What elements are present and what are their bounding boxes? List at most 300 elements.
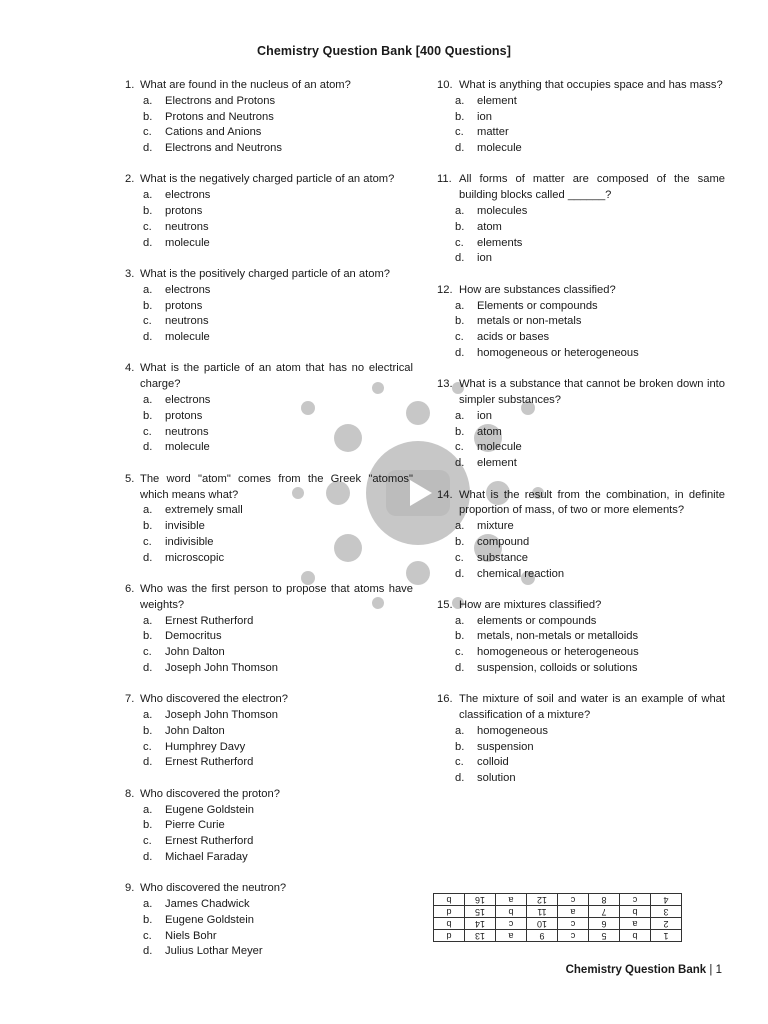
choice-text: molecules [477,205,528,218]
choice-text: Eugene Goldstein [165,913,254,926]
answer-choice [437,409,725,425]
answer-choice [437,519,725,535]
answer-key-cell: d [434,906,465,918]
choice-letter: b. [143,110,153,123]
answer-key-cell: 16 [465,894,496,906]
answer-choice [125,755,413,771]
question-line [437,488,725,520]
answer-choice [125,204,413,220]
choice-letter: a. [455,94,465,107]
question-text: Who discovered the proton? [140,787,280,800]
choice-letter: d. [455,662,465,674]
answer-choice [437,125,725,141]
choice-text: ion [477,409,492,422]
answer-key-row [434,918,682,930]
choice-text: microscopic [165,551,225,564]
choice-letter: b. [143,520,153,533]
answer-choice [125,110,413,126]
answer-key-cell: 2 [651,918,682,930]
answer-choice [437,346,725,362]
page-footer [566,964,722,976]
choice-text: Protons and Neutrons [165,110,274,123]
answer-choice [125,614,413,630]
question-number: 16. [437,693,453,706]
answer-choice [125,708,413,724]
choice-text: elements or compounds [477,614,597,627]
choice-letter: c. [455,646,464,659]
answer-choice [125,299,413,315]
question-text: What is the result from the combination, in definite proportion of mass, of two or more elements? [459,488,725,517]
question-line [437,78,725,94]
question-item [437,172,725,267]
question-text: Who discovered the electron? [140,693,289,706]
answer-choice [125,803,413,819]
choice-text: mixture [477,520,514,533]
choice-letter: d. [455,567,465,580]
answer-key-cell: b [434,894,465,906]
question-number: 4. [125,362,135,375]
choice-text: atom [477,220,502,233]
question-line [125,692,413,708]
answer-choice [125,409,413,425]
answer-key-cell: c [620,894,651,906]
choice-letter: b. [143,205,153,218]
answer-key-cell: 3 [651,906,682,918]
answer-key-cell: d [434,930,465,942]
answer-choice [437,740,725,756]
choice-text: element [477,94,517,107]
choice-letter: a. [143,189,153,202]
answer-choice [125,314,413,330]
question-number: 14. [437,488,453,501]
choice-letter: d. [455,457,465,470]
choice-text: Ernest Rutherford [165,614,254,627]
question-item [437,488,725,583]
choice-text: John Dalton [165,646,225,659]
question-text: What are found in the nucleus of an atom? [140,79,351,91]
choice-text: Ernest Rutherford [165,835,254,848]
answer-choice [125,929,413,945]
answer-key-cell: 10 [527,918,558,930]
choice-text: Democritus [165,630,222,643]
answer-key-cell: 6 [589,918,620,930]
question-number: 8. [125,787,135,800]
answer-choice [437,614,725,630]
choice-text: Joseph John Thomson [165,709,278,722]
choice-text: molecule [165,236,210,249]
answer-choice [125,519,413,535]
choice-text: electrons [165,394,211,407]
choice-letter: b. [455,535,465,548]
question-item [125,472,413,567]
choice-text: element [477,457,517,470]
choice-text: suspension [477,740,534,753]
question-item [125,692,413,771]
right-column [437,78,725,803]
choice-text: chemical reaction [477,567,565,580]
choice-letter: c. [143,740,152,753]
question-line [125,361,413,393]
choice-text: homogeneous or heterogeneous [477,346,639,359]
choice-letter: d. [143,756,153,769]
choice-text: Cations and Anions [165,126,262,139]
answer-choice [125,834,413,850]
choice-letter: c. [143,646,152,659]
choice-letter: d. [143,441,153,454]
answer-key-cell: a [620,918,651,930]
question-text: How are substances classified? [459,283,616,296]
question-line [437,377,725,409]
choice-letter: b. [143,409,153,422]
question-line [125,172,413,188]
answer-choice [125,330,413,346]
choice-letter: d. [143,331,153,344]
choice-text: ion [477,252,492,265]
question-line [125,787,413,803]
choice-letter: c. [455,236,464,249]
choice-text: John Dalton [165,724,225,737]
choice-letter: c. [455,126,464,139]
answer-key-cell: b [496,906,527,918]
question-line [437,172,725,204]
choice-text: substance [477,551,528,564]
choice-letter: a. [455,520,465,533]
answer-key-table [433,893,682,942]
question-item [437,283,725,362]
answer-key-cell: a [558,906,589,918]
answer-key-cell: b [434,918,465,930]
answer-choice [125,850,413,866]
question-item [125,361,413,456]
question-number: 11. [437,173,452,186]
answer-key-cell: a [496,894,527,906]
question-text: How are mixtures classified? [459,598,602,611]
answer-choice [437,314,725,330]
answer-key-cell: b [620,930,651,942]
answer-choice [437,110,725,126]
question-line [125,78,413,94]
answer-key-cell: 15 [465,906,496,918]
choice-letter: c. [143,126,152,139]
answer-choice [125,425,413,441]
answer-key-cell: c [496,918,527,930]
question-item [437,377,725,472]
footer-separator: | [709,964,713,976]
answer-choice [437,724,725,740]
answer-choice [125,188,413,204]
left-column [125,78,413,976]
choice-text: Humphrey Davy [165,740,246,753]
choice-text: solution [477,772,516,785]
answer-choice [437,661,725,677]
choice-letter: b. [143,819,153,832]
choice-text: compound [477,535,530,548]
question-line [125,881,413,897]
question-item [125,787,413,866]
choice-letter: c. [143,929,152,942]
question-item [437,598,725,677]
answer-choice [437,141,725,157]
choice-text: extremely small [165,504,243,517]
choice-text: protons [165,409,203,422]
question-number: 7. [125,693,135,706]
choice-text: Julius Lothar Meyer [165,945,263,958]
choice-letter: b. [455,220,465,233]
question-text: The word "atom" comes from the Greek "atomos" which means what? [140,472,413,501]
answer-choice [437,629,725,645]
answer-choice [125,283,413,299]
choice-letter: b. [143,724,153,737]
answer-choice [125,724,413,740]
answer-choice [437,755,725,771]
choice-text: Electrons and Neutrons [165,142,282,155]
choice-text: Michael Faraday [165,850,248,863]
choice-letter: b. [143,913,153,926]
question-item [437,78,725,157]
choice-letter: c. [455,551,464,564]
choice-letter: b. [455,315,465,328]
answer-choice [125,740,413,756]
answer-choice [437,299,725,315]
choice-text: Pierre Curie [165,819,225,832]
answer-choice [125,551,413,567]
choice-text: electrons [165,189,211,202]
answer-key-row [434,906,682,918]
answer-key-cell: 14 [465,918,496,930]
answer-key-cell: 9 [527,930,558,942]
answer-choice [437,425,725,441]
choice-letter: d. [455,142,465,155]
question-line [125,582,413,614]
question-text: All forms of matter are composed of the same building blocks called ______? [459,173,725,202]
answer-choice [125,141,413,157]
answer-key-row [434,894,682,906]
choice-text: molecule [477,142,522,155]
question-line [125,267,413,283]
answer-choice [125,393,413,409]
answer-choice [437,251,725,267]
choice-letter: d. [143,945,153,958]
answer-choice [437,440,725,456]
choice-text: invisible [165,520,205,533]
answer-choice [125,236,413,252]
choice-letter: d. [143,551,153,564]
choice-letter: d. [143,850,153,863]
choice-letter: c. [455,331,464,344]
choice-letter: b. [455,740,465,753]
choice-letter: a. [455,724,465,737]
choice-letter: c. [143,220,152,233]
question-number: 10. [437,79,453,91]
choice-letter: c. [143,835,152,848]
question-line [437,692,725,724]
question-number: 6. [125,583,135,596]
answer-key-cell: c [558,894,589,906]
page-number: 1 [715,964,722,976]
answer-choice [437,220,725,236]
answer-choice [437,456,725,472]
question-text: Who discovered the neutron? [140,882,287,895]
answer-choice [125,220,413,236]
choice-text: Eugene Goldstein [165,803,254,816]
choice-text: Joseph John Thomson [165,662,278,674]
choice-text: electrons [165,283,211,296]
choice-text: matter [477,126,509,139]
answer-key-cell: 5 [589,930,620,942]
question-text: What is anything that occupies space and has mass? [459,79,723,91]
choice-text: suspension, colloids or solutions [477,662,638,674]
choice-text: neutrons [165,315,209,328]
question-text: The mixture of soil and water is an example of what classification of a mixture? [459,693,725,722]
answer-key-cell: c [558,930,589,942]
choice-text: indivisible [165,535,214,548]
answer-key-cell: b [620,906,651,918]
choice-letter: a. [143,898,153,911]
choice-letter: a. [455,299,465,312]
answer-choice [437,330,725,346]
question-item [125,881,413,960]
question-text: What is the negatively charged particle of an atom? [140,173,395,186]
choice-text: protons [165,299,203,312]
choice-letter: c. [143,535,152,548]
answer-choice [437,94,725,110]
choice-text: Elements or compounds [477,299,598,312]
choice-letter: c. [455,441,464,454]
answer-choice [437,645,725,661]
answer-key-cell: 4 [651,894,682,906]
question-item [125,172,413,251]
question-number: 15. [437,598,453,611]
choice-text: protons [165,205,203,218]
question-number: 2. [125,173,135,186]
question-text: Who was the first person to propose that atoms have weights? [140,583,413,611]
choice-text: ion [477,110,492,123]
answer-key-cell: 13 [465,930,496,942]
question-number: 1. [125,79,135,91]
answer-choice [437,551,725,567]
choice-letter: a. [143,94,153,107]
choice-text: molecule [165,331,210,344]
choice-letter: d. [143,662,153,674]
answer-choice [437,535,725,551]
choice-text: metals, non-metals or metalloids [477,630,639,643]
choice-text: homogeneous or heterogeneous [477,646,639,659]
answer-key-row [434,930,682,942]
question-line [437,283,725,299]
answer-key-cell: 7 [589,906,620,918]
choice-letter: a. [455,614,465,627]
answer-choice [437,204,725,220]
footer-label: Chemistry Question Bank [565,964,707,976]
answer-choice [125,944,413,960]
choice-text: colloid [477,756,509,769]
answer-choice [125,125,413,141]
choice-text: atom [477,425,502,438]
question-line [437,598,725,614]
answer-choice [125,440,413,456]
page-title: Chemistry Question Bank [400 Questions] [257,44,511,58]
choice-letter: a. [143,394,153,407]
question-line [125,472,413,504]
choice-letter: d. [143,142,153,155]
choice-letter: a. [143,614,153,627]
choice-text: molecule [165,441,210,454]
answer-key-cell: 12 [527,894,558,906]
answer-choice [125,535,413,551]
answer-choice [125,629,413,645]
question-text: What is the positively charged particle of an atom? [140,267,390,280]
answer-key-cell: 1 [651,930,682,942]
question-item [125,78,413,157]
choice-letter: b. [143,299,153,312]
choice-text: acids or bases [477,331,550,344]
choice-text: Niels Bohr [165,929,217,942]
answer-choice [125,913,413,929]
choice-letter: d. [143,236,153,249]
choice-text: metals or non-metals [477,315,582,328]
choice-letter: a. [143,504,153,517]
answer-choice [125,503,413,519]
choice-letter: d. [455,252,465,265]
choice-letter: a. [143,709,153,722]
choice-text: Ernest Rutherford [165,756,254,769]
choice-letter: b. [143,630,153,643]
answer-choice [125,94,413,110]
choice-letter: c. [143,315,152,328]
answer-key-cell: c [558,918,589,930]
choice-text: neutrons [165,425,209,438]
choice-letter: c. [143,425,152,438]
choice-letter: c. [455,756,464,769]
answer-key-cell: a [496,930,527,942]
choice-text: James Chadwick [165,898,250,911]
answer-choice [437,236,725,252]
answer-choice [437,771,725,787]
answer-key-cell: 8 [589,894,620,906]
question-number: 13. [437,378,453,391]
choice-text: homogeneous [477,724,548,737]
answer-key-cell: 11 [527,906,558,918]
choice-text: neutrons [165,220,209,233]
choice-letter: d. [455,346,465,359]
choice-text: Electrons and Protons [165,94,276,107]
choice-text: molecule [477,441,522,454]
question-item [437,692,725,787]
answer-choice [125,897,413,913]
question-number: 5. [125,472,135,485]
choice-letter: a. [143,283,153,296]
answer-choice [125,661,413,677]
answer-choice [125,818,413,834]
choice-letter: b. [455,425,465,438]
question-number: 12. [437,283,453,296]
choice-letter: a. [143,803,153,816]
choice-letter: b. [455,630,465,643]
choice-letter: d. [455,772,465,785]
choice-letter: b. [455,110,465,123]
choice-letter: a. [455,409,465,422]
question-number: 9. [125,882,135,895]
answer-choice [437,567,725,583]
question-text: What is a substance that cannot be broken down into simpler substances? [459,378,725,407]
choice-letter: a. [455,205,465,218]
question-item [125,267,413,346]
question-text: What is the particle of an atom that has no electrical charge? [140,362,413,391]
question-number: 3. [125,267,135,280]
question-item [125,582,413,677]
choice-text: elements [477,236,523,249]
answer-choice [125,645,413,661]
